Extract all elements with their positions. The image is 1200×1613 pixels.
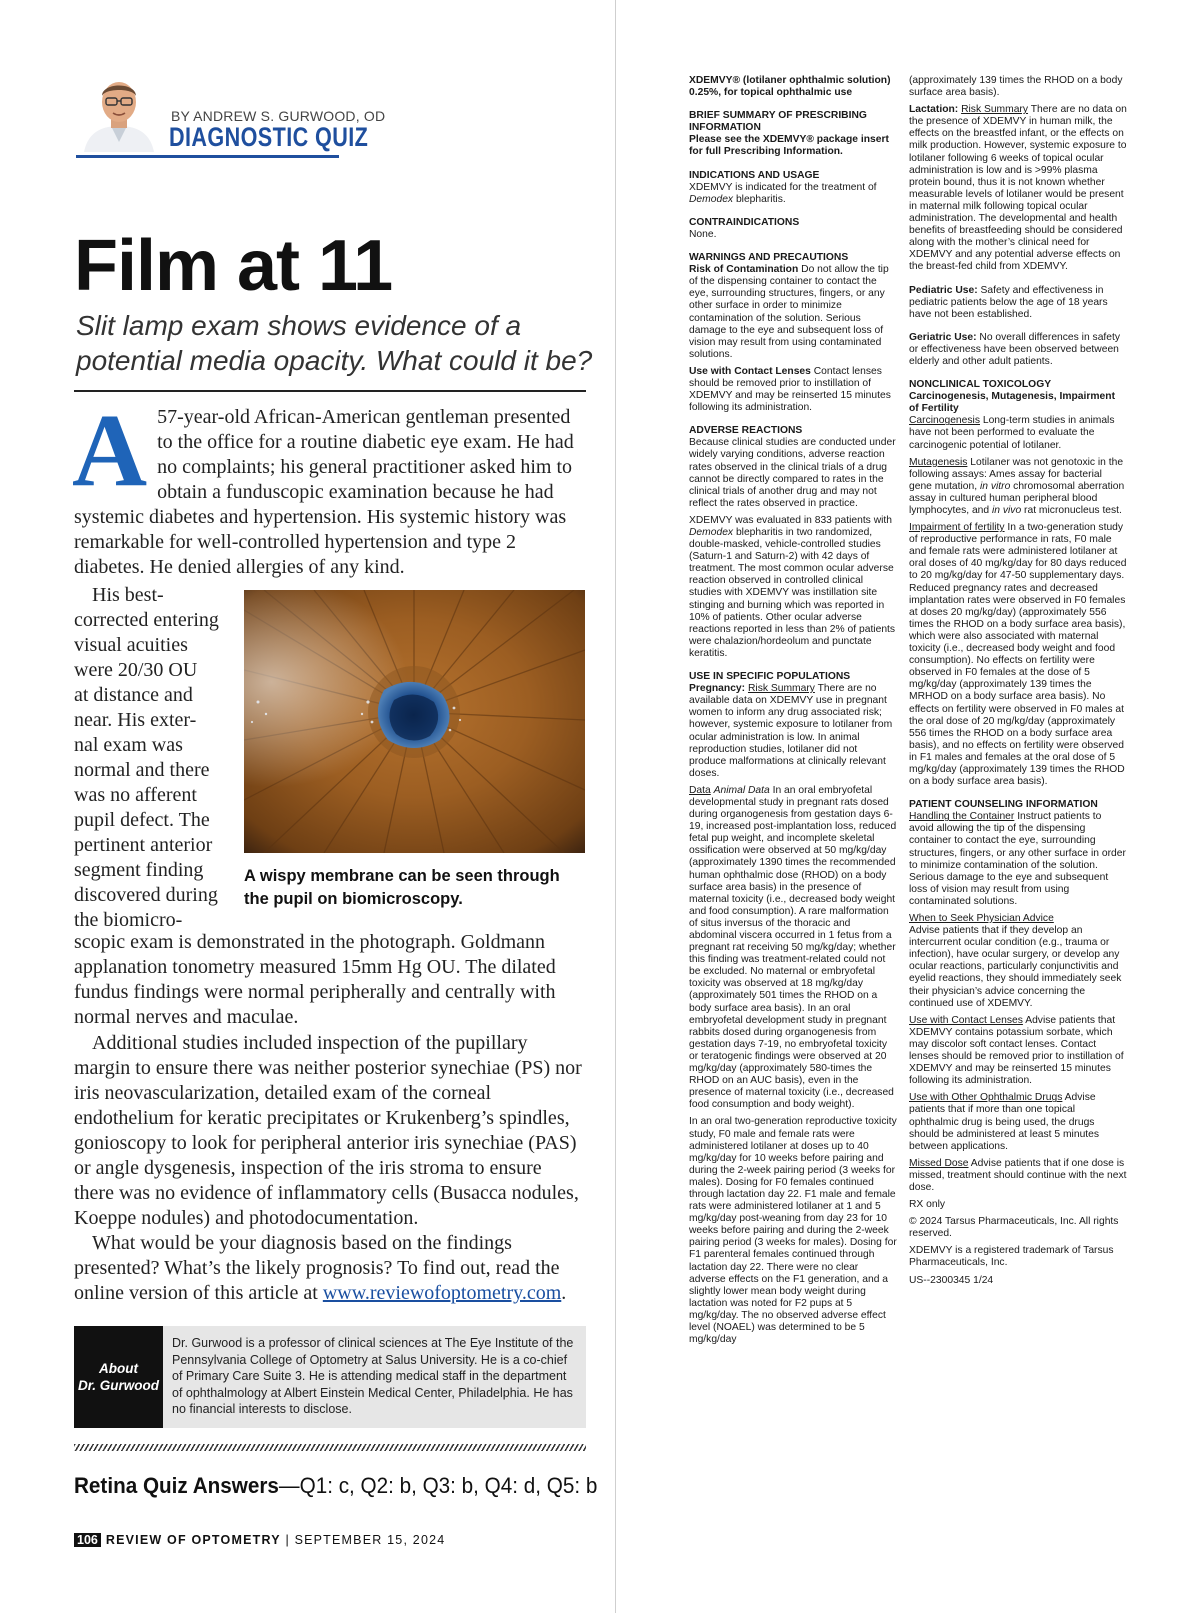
pi-mutagenesis: Mutagenesis Lotilaner was not genotoxic in the following assays: Ames assay for bacterial gene mutation, in vitro chromosomal aberration assay in cultured human peripheral blood lymphocytes, and in vivo rat micronucleus test. — [909, 456, 1125, 516]
about-label — [74, 1326, 163, 1428]
p2-line: corrected entering — [74, 609, 219, 631]
pi-trademark: XDEMVY is a registered trademark of Tarsus Pharmaceuticals, Inc. — [909, 1245, 1114, 1269]
pi-geriatric: Geriatric Use: No overall differences in safety or effectiveness have been observed between elderly and other adult patients. — [909, 331, 1121, 367]
about-label-line2: Dr. Gurwood — [78, 1378, 159, 1393]
paragraph-1-text: 57-year-old African-American gentleman presented to the office for a routine diabetic eye exam. He had no complaints; his general practitioner asked him to obtain a funduscopic examination because he had systemic diabetes and hypertension. His systemic history was remarkable for well-controlled hypertension and type 2 diabetes. He denied allergies of any kind. — [74, 406, 574, 578]
p4-end: . — [561, 1282, 567, 1304]
p2-line: near. His exter- — [74, 709, 197, 731]
section-underline — [76, 155, 339, 158]
paragraph-4 — [74, 1231, 586, 1306]
p2-line: pertinent anterior — [74, 834, 213, 856]
prescribing-info-column-2 — [909, 75, 1127, 1292]
photo-caption: A wispy membrane can be seen through the pupil on biomicroscopy. — [244, 867, 560, 908]
paragraph-2-narrow — [74, 583, 234, 933]
pi-counseling: PATIENT COUNSELING INFORMATION Handling the Container Instruct patients to avoid allowing the tip of the dispensing container to contact the eye, surrounding structures, fingers, or any other surface in order to minimize contamination of the solution. Serious damage to the eye and subsequent loss of vision may result from using contaminated solutions. — [909, 799, 1126, 907]
pi-contraindications: CONTRAINDICATIONS None. — [689, 216, 800, 240]
p2-line: pupil defect. The — [74, 809, 210, 831]
pi-specific-populations: USE IN SPECIFIC POPULATIONS Pregnancy: Risk Summary There are no available data on XDEMVY use in pregnant women to inform any drug associated risk; however, systemic exposure to lotilaner from ocular administration is low. In animal reproduction studies, lotilaner did not produce malformations at clinically relevant doses. — [689, 671, 893, 779]
about-author-box — [74, 1326, 586, 1428]
article-headline: Film at 11 — [74, 226, 393, 306]
pi-adverse-reactions: ADVERSE REACTIONS Because clinical studies are conducted under widely varying conditions, adverse reaction rates observed in the clinical trials of a drug cannot be directly compared to rates in the clinical trials of another drug and may not reflect the rates observed in practice. — [689, 425, 896, 509]
p2-line: visual acuities — [74, 634, 188, 656]
about-text: Dr. Gurwood is a professor of clinical sciences at The Eye Institute of the Pennsylvania College of Optometry at Salus University. He is a co-chief of Primary Care Suite 3. He is attending medical staff in the department of ophthalmology at Albert Einstein Medical Center, Philadelphia. He has no financial interests to disclose. — [172, 1336, 574, 1416]
pi-two-generation: In an oral two-generation reproductive toxicity study, F0 male and female rats were administered lotilaner at doses up to 40 mg/kg/day for 10 weeks before pairing and during the 2-week pairing period (3 weeks for males). Dosing for F0 females continued through lactation day 22. F1 male and female rats were administered lotilaner at 1 and 5 mg/kg/day post-weaning from day 23 for 10 weeks before pairing and during the 2-week pairing period (3 weeks for males). Dosing for F1 parenteral females continued through lactation day 22. There were no clear adverse effects on the F1 generation, and a slightly lower mean body weight during lactation was noted for F2 pups at 5 mg/kg/day. The no observed adverse effect level (NOAEL) was determined to be 5 mg/kg/day — [689, 1116, 897, 1346]
pi-rx-only: RX only — [909, 1199, 946, 1211]
pi-fertility: Impairment of fertility In a two-generation study of reproductive performance in rats, F0 male and female rats were administered lotilaner at oral doses of 40 mg/kg/day for 80 days reduced to 20 mg/kg/day for 47-50 supplementary days. Reduced pregnancy rates and decreased implantation rates were observed in F0 females at doses 20 mg/kg/day) (approximately 556 times the RHOD on a body surface area basis), which were also associated with maternal toxicity (i.e., decreased body weight and food consumption). No effects on fertility were observed in F0 females at the dose of 5 mg/kg/day (approximately 139 times the MRHOD on a body surface area basis). No effects on fertility were observed in F0 males at the oral dose of 20 mg/kg/day (approximately 556 times the RHOD on a body surface area basis), and no effects on fertility were observed in F1 males and females at the oral dose of 5 mg/kg/day (approximately 139 times the RHOD on a body surface area basis). — [909, 522, 1127, 788]
p2-line: was no afferent — [74, 784, 197, 806]
pi-contact-lens-advice: Use with Contact Lenses Advise patients that XDEMVY contains potassium sorbate, which may discolor soft contact lenses. Contact lenses should be removed prior to instillation of XDEMVY and may be reinserted 15 minutes following its administration. — [909, 1014, 1124, 1087]
p2-line: His best- — [92, 584, 164, 606]
article-link[interactable]: www.reviewofoptometry.com — [322, 1282, 562, 1304]
pi-nonclinical: NONCLINICAL TOXICOLOGY Carcinogenesis, Mutagenesis, Impairment of Fertility Carcinogenesis Long-term studies in animals have not been performed to evaluate the carcinogenic potential of lotilaner. — [909, 379, 1115, 451]
page-number: 106 — [74, 1533, 101, 1547]
pi-pediatric: Pediatric Use: Safety and effectiveness in pediatric patients below the age of 18 years have not been established. — [909, 284, 1108, 320]
pi-code: US--2300345 1/24 — [909, 1274, 994, 1286]
pi-adverse-reactions-2: XDEMVY was evaluated in 833 patients with Demodex blepharitis in two randomized, double-masked, vehicle-controlled studies (Saturn-1 and Saturn-2) with 42 days of treatment. The most common ocular adverse reaction observed in controlled clinical studies with XDEMVY was instillation site stinging and burning which was reported in 10% of patients. Other ocular adverse reactions reported in less than 2% of patients were chalazion/hordeolum and punctate keratitis. — [689, 514, 896, 659]
pi-brief: BRIEF SUMMARY OF PRESCRIBING INFORMATION Please see the XDEMVY® package insert for full Prescribing Information. — [689, 110, 889, 158]
answers-text: —Q1: c, Q2: b, Q3: b, Q4: d, Q5: b — [278, 1473, 598, 1498]
p2-line: were 20/30 OU — [74, 659, 198, 681]
retina-quiz-answers — [74, 1473, 597, 1499]
p2-line: segment finding — [74, 859, 204, 881]
pi-other-drugs: Use with Other Ophthalmic Drugs Advise patients that if more than one topical ophthalmic drug is being used, the drugs should be administered at least 5 minutes between applications. — [909, 1092, 1100, 1152]
p4-text: What would be your diagnosis based on the findings presented? What’s the likely prognosis? To find out, read the online version of this article at — [74, 1232, 560, 1304]
p2-line: the biomicro- — [74, 909, 183, 931]
issue-date: | SEPTEMBER 15, 2024 — [285, 1533, 446, 1547]
p2-line: normal and there — [74, 759, 210, 781]
page-gutter — [615, 0, 616, 1613]
pi-missed-dose: Missed Dose Advise patients that if one dose is missed, treatment should continue with the next dose. — [909, 1157, 1127, 1193]
pi-indications: INDICATIONS AND USAGE XDEMVY is indicated for the treatment of Demodex blepharitis. — [689, 169, 877, 205]
pi-copyright: © 2024 Tarsus Pharmaceuticals, Inc. All rights reserved. — [909, 1216, 1119, 1240]
article-dek: Slit lamp exam shows evidence of a potential media opacity. What could it be? — [76, 310, 593, 376]
author-photo — [78, 70, 160, 152]
pi-title: XDEMVY® (lotilaner ophthalmic solution) 0.25%, for topical ophthalmic use — [689, 75, 891, 99]
pi-animal-data: Data Animal Data In an oral embryofetal developmental study in pregnant rats dosed during organogenesis from gestation days 6-19, increased post-implantation loss, reduced fetal pup weight, and incomplete skeletal ossification were observed at 50 mg/kg/day (approximately 1390 times the recommended human ophthalmic dose (RHOD) on a body surface area basis) in the presence of maternal toxicity (i.e., decreased body weight and food consumption). A rare malformation of situs inversus of the thoracic and abdominal viscera occurred in 1 fetus from a pregnant rat receiving 50 mg/kg/day; whether this finding was treatment-related could not be excluded. No maternal or embryofetal toxicity was observed at 18 mg/kg/day (approximately 501 times the RHOD on a body surface area basis). In an oral embryofetal development study in pregnant rabbits dosed during organogenesis from gestation days 7-19, no embryofetal toxicity or teratogenic findings were observed at 20 mg/kg/day (approximately 580-times the RHOD on an AUC basis), even in the presence of maternal toxicity (i.e., decreased food consumption and body weight). — [689, 784, 897, 1111]
paragraph-3: Additional studies included inspection of the pupillary margin to ensure there was neither posterior synechiae (PS) nor iris neovascularization, detailed exam of the corneal endothelium for keratic precipitates or Krukenberg’s spindles, gonioscopy to look for peripheral anterior iris synechiae (PAS) or angle dysgenesis, inspection of the iris stroma to ensure there was no evidence of inflammatory cells (Busacca nodules, Koeppe nodules) and photodocumentation. — [74, 1032, 582, 1229]
slit-lamp-photo — [244, 590, 585, 853]
magazine-name: REVIEW OF OPTOMETRY — [105, 1533, 281, 1547]
p2-line: discovered during — [74, 884, 218, 906]
pi-lactation: Lactation: Risk Summary There are no data on the presence of XDEMVY in human milk, the effects on the breastfed infant, or the effects on milk production. However, systemic exposure to lotilaner following 6 weeks of topical ocular administration is low and is >99% plasma protein bound, thus it is not known whether measurable levels of lotilaner would be present in maternal milk following topical ocular administration. The developmental and health benefits of breastfeeding should be considered along with the mother’s clinical need for XDEMVY and any potential adverse effects on the breast-fed child from XDEMVY. — [909, 104, 1127, 273]
hatch-divider — [74, 1444, 586, 1451]
pi-warnings: WARNINGS AND PRECAUTIONS Risk of Contamination Do not allow the tip of the dispensing container to contact the eye, surrounding structures, fingers, or any other surface in order to minimize contamination of the solution. Serious damage to the eye and subsequent loss of vision may result from using contaminated solutions. — [689, 252, 889, 360]
page-footer — [74, 1533, 445, 1547]
drop-cap: A — [72, 393, 148, 508]
p2-line: at distance and — [74, 684, 193, 706]
pi-continued: (approximately 139 times the RHOD on a body surface area basis). — [909, 75, 1123, 99]
pi-physician-advice: When to Seek Physician Advice Advise patients that if they develop an intercurrent ocular condition (e.g., trauma or infection), have ocular surgery, or develop any ocular reactions, particularly conjunctivitis and eyelid reactions, they should immediately seek their physician’s advice concerning the continued use of XDEMVY. — [909, 913, 1122, 1009]
section-title: DIAGNOSTIC QUIZ — [169, 122, 369, 152]
prescribing-info-column-1 — [689, 75, 897, 1351]
paragraph-2-continued: scopic exam is demonstrated in the photograph. Goldmann applanation tonometry measured 15mm Hg OU. The dilated fundus findings were normal peripherally and centrally with normal nerves and maculae. — [74, 931, 556, 1028]
author-byline: BY ANDREW S. GURWOOD, OD — [171, 108, 386, 124]
p2-line: nal exam was — [74, 734, 183, 756]
paragraph-1 — [72, 393, 586, 580]
headline-rule — [74, 390, 586, 392]
pi-contact-lenses: Use with Contact Lenses Contact lenses should be removed prior to instillation of XDEMVY and may be reinserted 15 minutes following its administration. — [689, 365, 891, 414]
answers-label: Retina Quiz Answers — [74, 1473, 279, 1498]
about-label-line1: About — [99, 1361, 138, 1376]
